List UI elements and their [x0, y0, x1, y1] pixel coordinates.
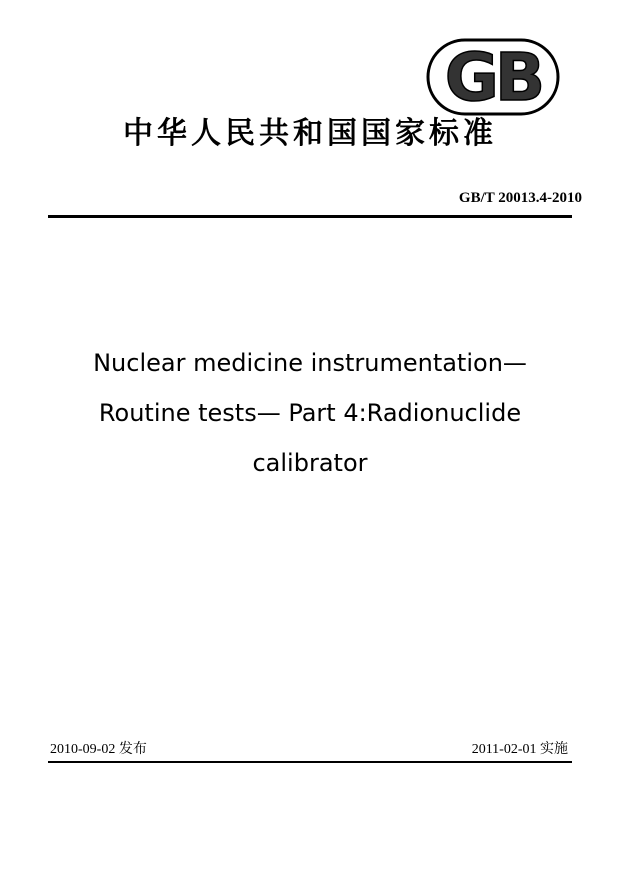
gb-logo: [426, 38, 560, 116]
title-line-1: Nuclear medicine instrumentation—: [93, 349, 527, 377]
header-divider: [48, 215, 572, 218]
issue-date: 2010-09-02 发布: [50, 742, 147, 757]
title-line-3: calibrator: [252, 449, 368, 477]
svg-text:GB: GB: [444, 39, 542, 116]
organization-name: 中华人民共和国国家标准: [123, 116, 497, 151]
standard-code: GB/T 20013.4-2010: [458, 190, 582, 206]
document-title: [40, 338, 580, 488]
footer-divider: [48, 761, 572, 763]
implementation-date: 2011-02-01 实施: [471, 742, 568, 757]
title-line-2: Routine tests— Part 4:Radionuclide: [98, 399, 522, 427]
